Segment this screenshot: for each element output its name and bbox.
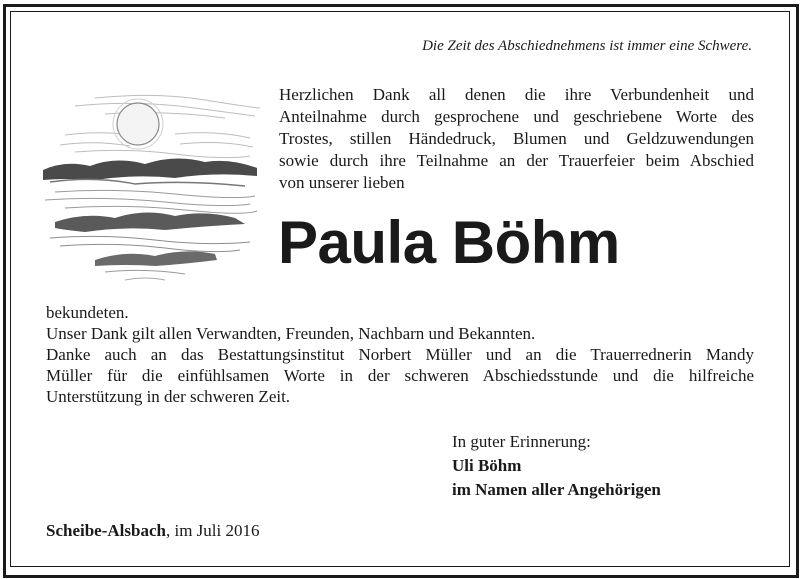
body-line: Müller für die einfühlsamen Worte in der schweren Abschiedsstunde und die hilfreiche <box>46 366 754 385</box>
closing-block <box>452 430 752 502</box>
body-line: Unterstützung in der schweren Zeit. <box>46 387 291 406</box>
intro-line: Herzlichen Dank all denen die ihre Verbundenheit und <box>279 85 754 104</box>
deceased-name: Paula Böhm <box>278 209 620 276</box>
body-line: bekundeten. <box>46 303 129 322</box>
place-date-line <box>46 520 446 542</box>
place-name: Scheibe-Alsbach <box>46 521 166 540</box>
closing-greeting: In guter Erinnerung: <box>452 432 591 451</box>
body-line: Danke auch an das Bestattungsinstitut Norbert Müller und an die Trauerrednerin Mandy <box>46 345 754 364</box>
intro-line: Trostes, stillen Händedruck, Blumen und Geldzuwendungen <box>279 129 754 148</box>
sunset-landscape-sketch-icon <box>35 90 265 285</box>
body-line: Unser Dank gilt allen Verwandten, Freunden, Nachbarn und Bekannten. <box>46 324 536 343</box>
signer-name: Uli Böhm <box>452 456 522 475</box>
on-behalf-line: im Namen aller Angehörigen <box>452 480 661 499</box>
date-text: , im Juli 2016 <box>165 521 260 540</box>
intro-line: Anteilnahme durch gesprochene und geschriebene Worte des <box>279 107 754 126</box>
motto: Die Zeit des Abschiednehmens ist immer eine Schwere. <box>422 38 752 54</box>
body-paragraph <box>46 302 754 407</box>
intro-line: von unserer lieben <box>279 173 405 192</box>
intro-paragraph <box>279 84 754 194</box>
intro-line: sowie durch ihre Teilnahme an der Trauerfeier beim Abschied <box>279 151 754 170</box>
